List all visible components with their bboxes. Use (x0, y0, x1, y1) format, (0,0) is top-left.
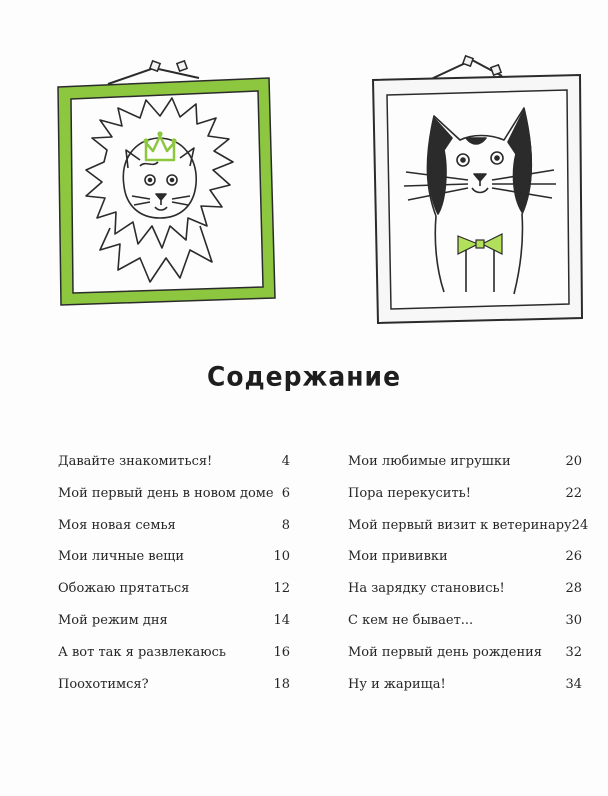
toc-entry[interactable] (348, 517, 589, 550)
toc-title: Мой режим дня (58, 612, 168, 628)
toc-title: Обожаю прятаться (58, 581, 190, 597)
toc-entry[interactable] (58, 613, 290, 645)
toc-entry[interactable] (348, 486, 582, 518)
toc-entry[interactable] (348, 677, 582, 709)
toc-title: Мои любимые игрушки (348, 454, 511, 469)
illustrations (0, 0, 608, 340)
toc-entry[interactable] (58, 518, 290, 550)
toc-title: На зарядку становись! (348, 581, 505, 597)
toc-page-number: 8 (281, 517, 290, 533)
toc-entry[interactable] (348, 645, 582, 677)
toc-title: Ну и жарища! (348, 676, 446, 692)
toc-title: С кем не бывает... (348, 612, 474, 628)
toc-entry[interactable] (58, 645, 290, 677)
toc-title: Пора перекусить! (348, 485, 471, 501)
toc-entry[interactable] (58, 549, 290, 581)
toc-page-number: 10 (273, 549, 290, 565)
toc-left-column (58, 454, 290, 708)
toc-title: Моя новая семья (58, 517, 176, 533)
toc-title: А вот так я развлекаюсь (58, 644, 226, 660)
toc-entry[interactable] (348, 613, 582, 645)
toc-title: Мой первый визит к ветеринару (348, 517, 572, 533)
toc-page-number: 28 (565, 581, 582, 597)
toc-entry[interactable] (58, 677, 290, 709)
toc-page-number: 34 (565, 676, 582, 692)
toc-page-number: 18 (273, 676, 290, 692)
toc-title: Мои личные вещи (58, 549, 185, 565)
toc-page-number: 22 (565, 485, 582, 501)
toc-title: Мой первый день рождения (348, 644, 542, 660)
toc-entry[interactable] (58, 581, 290, 613)
lion-picture-frame (58, 61, 275, 305)
toc-page-number: 14 (273, 612, 290, 628)
toc-page-number: 24 (571, 517, 589, 533)
toc-title: Поохотимся? (58, 676, 149, 692)
toc-entry[interactable] (58, 454, 290, 486)
toc-entry[interactable] (348, 454, 582, 486)
toc-page-number: 6 (281, 485, 290, 501)
toc-entry[interactable] (58, 486, 290, 518)
toc-entry[interactable] (348, 549, 582, 581)
toc-entry[interactable] (348, 581, 582, 613)
toc-page-number: 16 (273, 644, 290, 660)
contents-heading: Содержание (206, 361, 402, 392)
toc-page-number: 30 (565, 612, 582, 628)
cat-picture-frame (373, 56, 582, 323)
toc-page-number: 20 (565, 454, 582, 469)
toc-page-number: 12 (273, 581, 290, 597)
toc-title: Мои прививки (348, 549, 448, 565)
toc-title: Давайте знакомиться! (58, 454, 213, 469)
toc-page-number: 4 (281, 454, 290, 469)
toc-right-column (348, 454, 589, 708)
toc-title: Мой первый день в новом доме (58, 485, 274, 501)
toc-page-number: 26 (565, 549, 582, 565)
toc-page-number: 32 (565, 644, 582, 660)
